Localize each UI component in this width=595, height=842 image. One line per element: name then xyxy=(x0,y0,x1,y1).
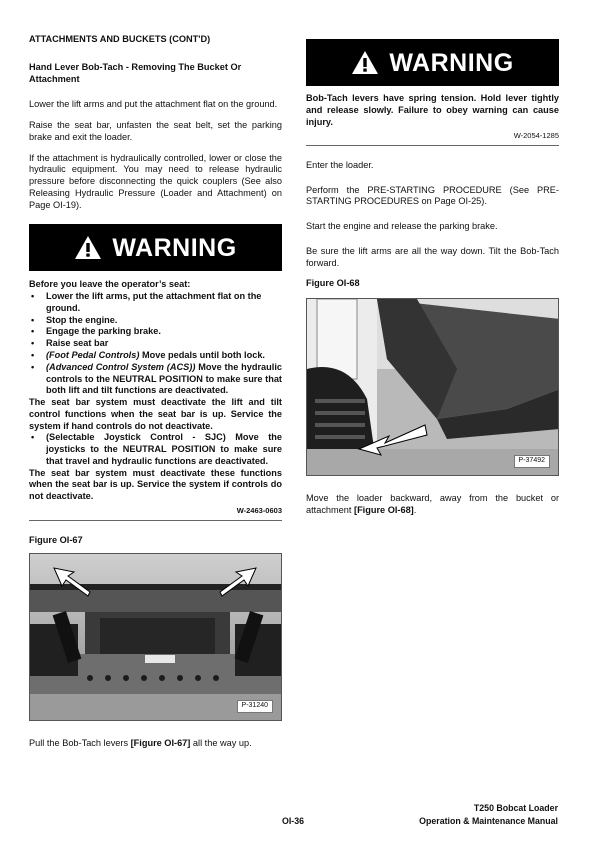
paragraph: Raise the seat bar, unfasten the seat belt, set the parking brake and exit the loader. xyxy=(29,120,282,142)
figure-label: Figure OI-67 xyxy=(29,534,83,545)
warning-body xyxy=(29,279,282,515)
warning-item: • (Advanced Control System (ACS)) Move the hydraulic controls to the NEUTRAL POSITION to make sure that both lift and tilt functions are deactivated. xyxy=(29,362,282,397)
warning-mid-text: The seat bar system must deactivate the lift and tilt control functions when the seat bar is up. Service the system if hand controls do not deactivate. xyxy=(29,397,282,431)
warning-item: • Lower the lift arms, put the attachment flat on the ground. xyxy=(29,291,282,315)
warning-code: W-2463-0603 xyxy=(236,505,282,515)
warning-code: W-2054-1285 xyxy=(513,131,559,141)
warning-intro: Before you leave the operator’s seat: xyxy=(29,279,191,290)
warning-list xyxy=(29,291,282,397)
warning-item: • (Selectable Joystick Control - SJC) Move the joysticks to the NEUTRAL POSITION to make sure that travel and hydraulic functions are deactivated. xyxy=(29,432,282,467)
divider xyxy=(29,520,282,521)
warning-item: • Engage the parking brake. xyxy=(29,326,282,338)
figure-label: Figure OI-68 xyxy=(306,278,360,289)
figure-code: P-31240 xyxy=(237,700,273,713)
warning-item: • Raise seat bar xyxy=(29,338,282,350)
figure-code: P-37492 xyxy=(514,455,550,468)
warning-banner-text: WARNING xyxy=(389,48,514,77)
bob-tach-levers-photo xyxy=(30,554,282,721)
figure-oi-68-image xyxy=(306,298,559,476)
paragraph: Perform the PRE-STARTING PROCEDURE (See PRE-STARTING PROCEDURES on Page OI-25). xyxy=(306,184,559,207)
figure-caption: Pull the Bob-Tach levers [Figure OI-67] all the way up. xyxy=(29,738,252,749)
page-number: OI-36 xyxy=(282,816,305,826)
right-column xyxy=(306,39,559,526)
subsection-title: Hand Lever Bob-Tach - Removing The Bucket Or Attachment xyxy=(29,61,242,84)
figure-oi-67-image xyxy=(29,553,282,721)
figure-reference: [Figure OI-67] xyxy=(130,738,191,749)
warning-item: • (Foot Pedal Controls) Move pedals until both lock. xyxy=(29,350,282,362)
left-column xyxy=(29,34,282,759)
loader-bucket-photo xyxy=(307,299,559,476)
warning-text: Bob-Tach levers have spring tension. Hold lever tightly and release slowly. Failure to obey warning can cause injury. xyxy=(306,93,559,127)
paragraph: Lower the lift arms and put the attachment flat on the ground. xyxy=(29,99,278,110)
figure-caption: Move the loader backward, away from the bucket or attachment [Figure OI-68]. xyxy=(306,493,559,516)
warning-triangle-icon xyxy=(351,50,379,75)
warning-banner xyxy=(29,224,282,271)
paragraph: If the attachment is hydraulically controlled, lower or close the hydraulic equipment. You may need to release hydraulic pressure before disconnecting the quick couplers (See also Releasing Hydraulic Pressure (Loader and Attachment) on Page OI-19). xyxy=(29,152,282,210)
warning-body xyxy=(306,93,559,141)
paragraph: Start the engine and release the parking brake. xyxy=(306,221,498,232)
footer-title-2: Operation & Maintenance Manual xyxy=(419,816,558,826)
warning-list xyxy=(29,432,282,467)
divider xyxy=(306,145,559,146)
warning-banner xyxy=(306,39,559,86)
warning-banner-text: WARNING xyxy=(112,233,237,262)
figure-reference: [Figure OI-68] xyxy=(354,505,414,516)
section-title: ATTACHMENTS AND BUCKETS (CONT'D) xyxy=(29,34,211,44)
paragraph: Enter the loader. xyxy=(306,159,374,170)
warning-triangle-icon xyxy=(74,235,102,260)
warning-end-text: The seat bar system must deactivate these functions when the seat bar is up. Service the system if controls do not deactivate. xyxy=(29,467,282,502)
paragraph: Be sure the lift arms are all the way down. Tilt the Bob-Tach forward. xyxy=(306,245,559,268)
footer-title-1: T250 Bobcat Loader xyxy=(473,803,558,813)
warning-item: • Stop the engine. xyxy=(29,315,282,327)
